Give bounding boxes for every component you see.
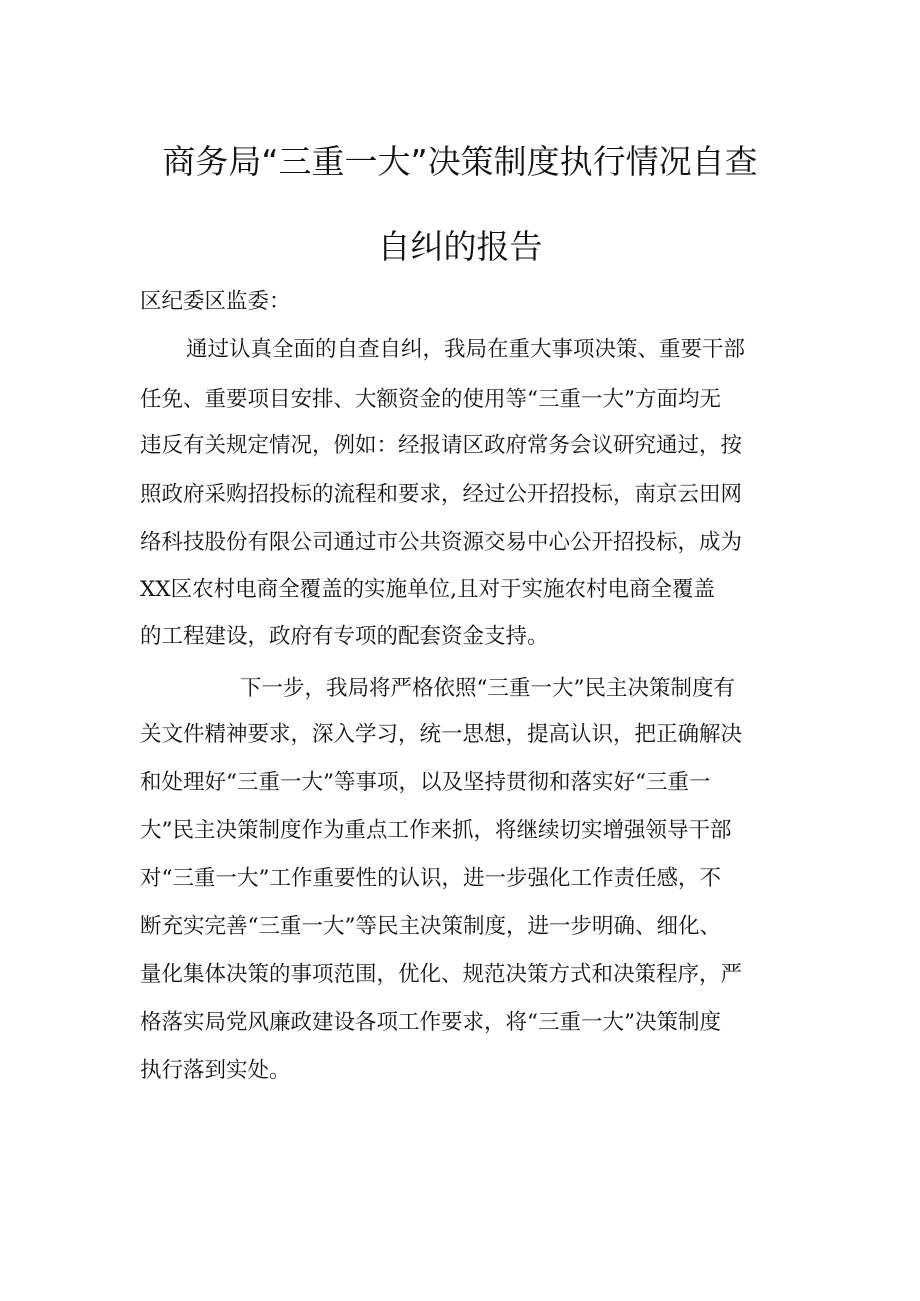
paragraph-line: 量化集体决策的事项范围，优化、规范决策方式和决策程序，严 — [140, 962, 743, 987]
paragraph-line: 任免、重要项目安排、大额资金的使用等“三重一大”方面均无 — [140, 387, 721, 412]
paragraph-line: 大”民主决策制度作为重点工作来抓，将继续切实增强领导干部 — [140, 818, 732, 843]
paragraph-line: 下一步，我局将严格依照“三重一大”民主决策制度有 — [240, 676, 735, 701]
paragraph-line: 断充实完善“三重一大”等民主决策制度，进一步明确、细化、 — [140, 914, 721, 939]
paragraph-line: XX区农村电商全覆盖的实施单位,且对于实施农村电商全覆盖 — [140, 577, 715, 602]
document-title-line-1: 商务局“三重一大”决策制度执行情况自查 — [162, 142, 758, 181]
paragraph-line: 通过认真全面的自查自纠，我局在重大事项决策、重要干部 — [186, 337, 746, 362]
paragraph-line: 照政府采购招投标的流程和要求，经过公开招投标，南京云田网 — [140, 482, 743, 507]
paragraph-line: 的工程建设，政府有专项的配套资金支持。 — [140, 624, 549, 649]
salutation: 区纪委区监委： — [140, 289, 291, 314]
paragraph-line: 关文件精神要求，深入学习，统一思想，提高认识，把正确解决 — [140, 722, 743, 747]
paragraph-line: 格落实局党风廉政建设各项工作要求，将“三重一大”决策制度 — [140, 1010, 721, 1035]
paragraph-line: 执行落到实处。 — [140, 1058, 291, 1083]
paragraph-line: 和处理好“三重一大”等事项，以及坚持贯彻和落实好“三重一 — [140, 770, 711, 795]
paragraph-line: 络科技股份有限公司通过市公共资源交易中心公开招投标，成为 — [140, 530, 743, 555]
paragraph-line: 对“三重一大”工作重要性的认识，进一步强化工作责任感，不 — [140, 866, 721, 891]
document-title-line-2: 自纠的报告 — [377, 227, 543, 266]
paragraph-line: 违反有关规定情况，例如：经报请区政府常务会议研究通过，按 — [140, 433, 743, 458]
